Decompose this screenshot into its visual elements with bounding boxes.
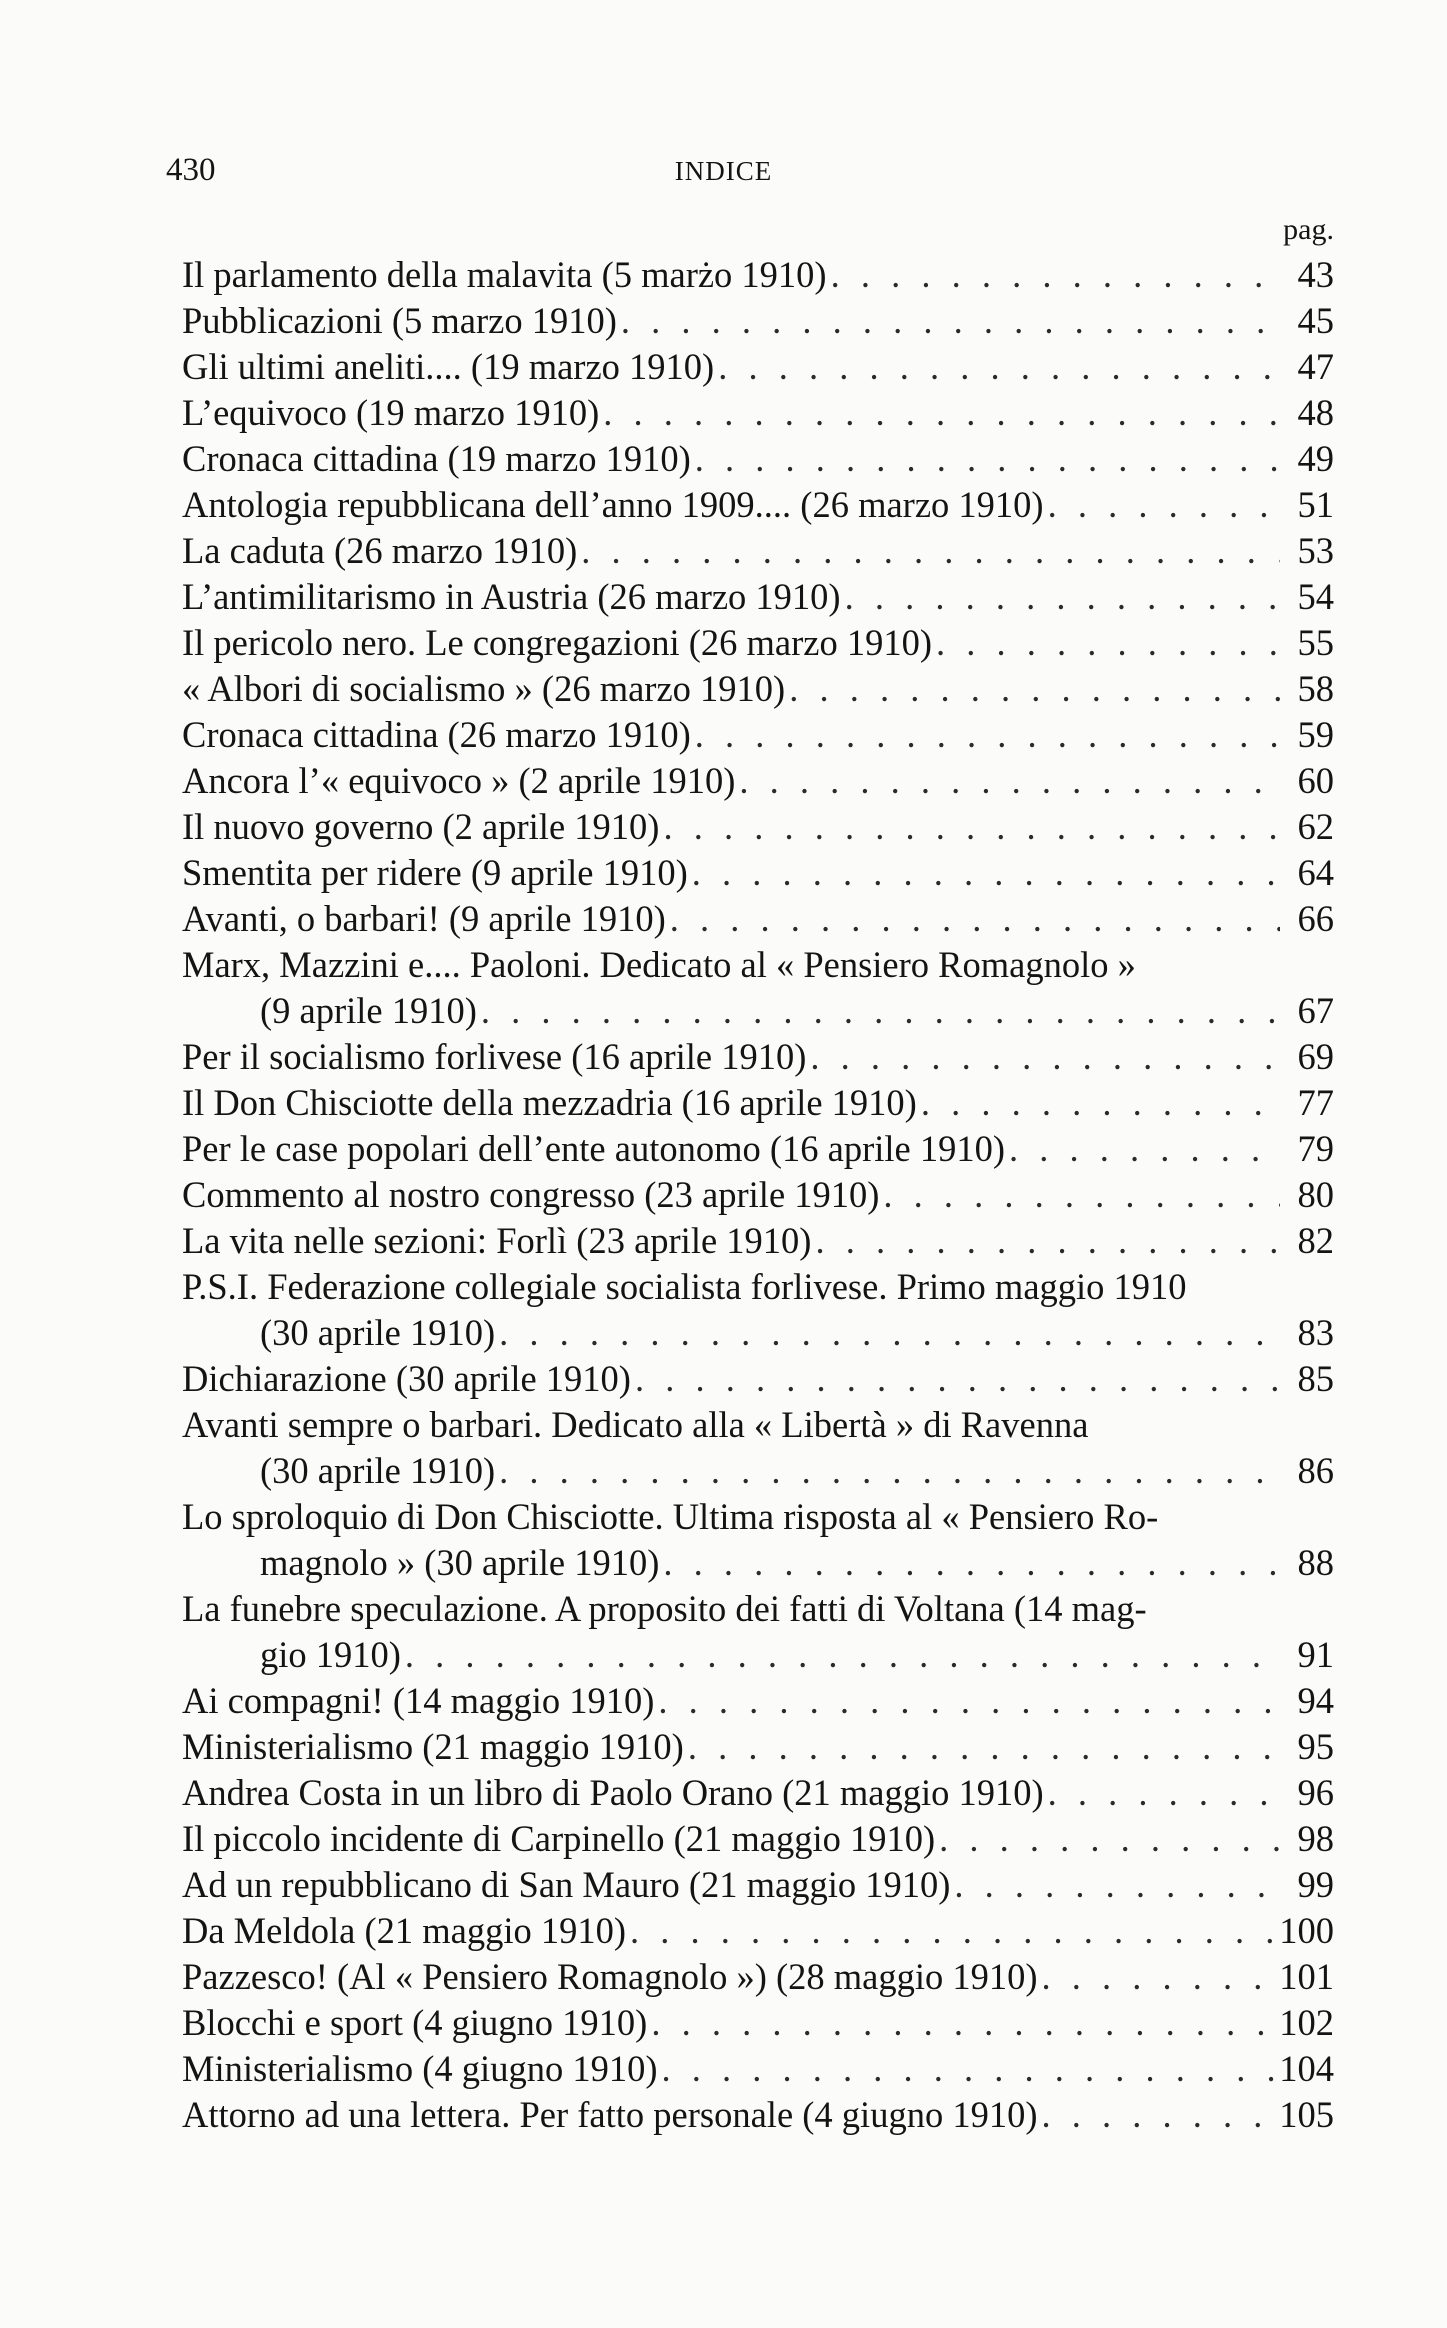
toc-entry-page: 66: [1297, 898, 1334, 939]
toc-entry-title-line: [182, 574, 1334, 620]
toc-entry-title: Avanti sempre o barbari. Dedicato alla « Libertà » di Ravenna: [182, 1404, 1089, 1445]
toc-entry: [182, 2046, 1334, 2092]
toc-entry-title: (30 aprile 1910): [260, 1450, 496, 1491]
toc-entry-page: 48: [1297, 392, 1334, 433]
toc-entry-title: Avanti, o barbari! (9 aprile 1910): [182, 898, 666, 939]
toc-entry: [182, 804, 1334, 850]
page-number: 430: [166, 152, 216, 188]
toc-entry: [182, 1356, 1334, 1402]
dot-leader: [789, 666, 1280, 712]
toc-entry-title-line: [182, 1908, 1334, 1954]
toc-entry-title-line: [182, 1264, 1334, 1310]
toc-entry: [182, 1402, 1334, 1494]
toc-entry-page: 53: [1297, 530, 1334, 571]
toc-entry-page: 62: [1297, 806, 1334, 847]
toc-entry-title: (9 aprile 1910): [260, 990, 477, 1031]
toc-entry: [182, 712, 1334, 758]
toc-entry-page: 69: [1297, 1036, 1334, 1077]
toc-entry-title-line: [182, 436, 1334, 482]
toc-entry: [182, 574, 1334, 620]
dot-leader: [883, 1172, 1280, 1218]
toc-entry-title-line: [182, 620, 1334, 666]
toc-entry-page: 104: [1279, 2048, 1334, 2089]
toc-entry: [182, 1172, 1334, 1218]
toc-entry-title-line: [182, 252, 1334, 298]
toc-entry-title: Il pericolo nero. Le congregazioni (26 marzo 1910): [182, 622, 932, 663]
toc-entry-title-line: [182, 1494, 1334, 1540]
toc-entry: [182, 850, 1334, 896]
toc-entry-title-line: [182, 482, 1334, 528]
dot-leader: [845, 574, 1280, 620]
toc-entry-title: Il piccolo incidente di Carpinello (21 maggio 1910): [182, 1818, 936, 1859]
toc-entry-title-line: [182, 1816, 1334, 1862]
toc-entry-title-line: [182, 666, 1334, 712]
toc-entry: [182, 1724, 1334, 1770]
toc-entry: [182, 942, 1334, 1034]
toc-entry-page: 85: [1297, 1358, 1334, 1399]
toc-entry: [182, 896, 1334, 942]
toc-entry-title: Il parlamento della malavita (5 marżo 1910): [182, 254, 827, 295]
dot-leader: [630, 1908, 1275, 1954]
toc-entry-page: 55: [1297, 622, 1334, 663]
dot-leader: [695, 712, 1280, 758]
toc-entry-title: La vita nelle sezioni: Forlì (23 aprile 1910): [182, 1220, 812, 1261]
dot-leader: [739, 758, 1280, 804]
toc-entry-continuation-line: [182, 1540, 1334, 1586]
toc-entry-continuation-line: [182, 1310, 1334, 1356]
toc-entry-title: L’antimilitarismo in Austria (26 marzo 1910): [182, 576, 841, 617]
toc-entry-page: 99: [1297, 1864, 1334, 1905]
toc-entry-title: Il Don Chisciotte della mezzadria (16 aprile 1910): [182, 1082, 917, 1123]
dot-leader: [603, 390, 1280, 436]
dot-leader: [831, 252, 1280, 298]
toc-entry: [182, 620, 1334, 666]
toc-entry-title: Per il socialismo forlivese (16 aprile 1910): [182, 1036, 807, 1077]
dot-leader: [936, 620, 1280, 666]
toc-entry-page: 98: [1297, 1818, 1334, 1859]
toc-entry-title-line: [182, 2092, 1334, 2138]
running-head: INDICE: [674, 156, 773, 186]
dot-leader: [663, 1540, 1280, 1586]
toc-entry-page: 88: [1297, 1542, 1334, 1583]
toc-entry-page: 67: [1297, 990, 1334, 1031]
toc-entry-title: P.S.I. Federazione collegiale socialista forlivese. Primo maggio 1910: [182, 1266, 1187, 1307]
toc-entry-title-line: [182, 1862, 1334, 1908]
toc-entry-page: 83: [1297, 1312, 1334, 1353]
toc-entry-title-line: [182, 712, 1334, 758]
toc-entry-title: Andrea Costa in un libro di Paolo Orano (21 maggio 1910): [182, 1772, 1044, 1813]
toc-entry: [182, 1678, 1334, 1724]
dot-leader: [688, 1724, 1280, 1770]
dot-leader: [1048, 482, 1280, 528]
toc-entry: [182, 344, 1334, 390]
dot-leader: [718, 344, 1280, 390]
toc-entry-title: Smentita per ridere (9 aprile 1910): [182, 852, 688, 893]
toc-entry-page: 59: [1297, 714, 1334, 755]
toc-entry: [182, 1586, 1334, 1678]
toc-entry-title-line: [182, 1126, 1334, 1172]
toc-entry-title-line: [182, 344, 1334, 390]
toc-entry: [182, 666, 1334, 712]
toc-entry: [182, 1126, 1334, 1172]
toc-entry-title: Ai compagni! (14 maggio 1910): [182, 1680, 655, 1721]
toc-entry-title: Da Meldola (21 maggio 1910): [182, 1910, 626, 1951]
toc-entry-title-line: [182, 298, 1334, 344]
toc-entry-page: 79: [1297, 1128, 1334, 1169]
toc-entry-title: Ministerialismo (21 maggio 1910): [182, 1726, 684, 1767]
toc-entry-title-line: [182, 942, 1334, 988]
toc-entry-title: Ancora l’« equivoco » (2 aprile 1910): [182, 760, 736, 801]
toc-entry-title-line: [182, 758, 1334, 804]
dot-leader: [499, 1448, 1280, 1494]
toc-entry-page: 82: [1297, 1220, 1334, 1261]
toc-entry-title: Per le case popolari dell’ente autonomo (16 aprile 1910): [182, 1128, 1005, 1169]
dot-leader: [954, 1862, 1280, 1908]
toc-entry: [182, 758, 1334, 804]
toc-entry: [182, 436, 1334, 482]
dot-leader: [670, 896, 1280, 942]
toc-entry-title: La caduta (26 marzo 1910): [182, 530, 578, 571]
toc-entry: [182, 1264, 1334, 1356]
toc-entry-continuation-line: [182, 1632, 1334, 1678]
toc-entry-title-line: [182, 1678, 1334, 1724]
toc-entry-page: 45: [1297, 300, 1334, 341]
toc-entry-page: 77: [1297, 1082, 1334, 1123]
toc-entry: [182, 482, 1334, 528]
toc-entry-title-line: [182, 1172, 1334, 1218]
toc-entry-page: 96: [1297, 1772, 1334, 1813]
toc-entry-page: 58: [1297, 668, 1334, 709]
dot-leader: [405, 1632, 1280, 1678]
toc-entry-title: L’equivoco (19 marzo 1910): [182, 392, 600, 433]
toc-entry-title: Pubblicazioni (5 marzo 1910): [182, 300, 617, 341]
toc-entry-title: Gli ultimi aneliti.... (19 marzo 1910): [182, 346, 715, 387]
dot-leader: [635, 1356, 1280, 1402]
toc-entry-page: 95: [1297, 1726, 1334, 1767]
dot-leader: [1009, 1126, 1280, 1172]
toc-entry-title: Commento al nostro congresso (23 aprile 1910): [182, 1174, 880, 1215]
toc-entry-title-line: [182, 1586, 1334, 1632]
dot-leader: [1042, 1954, 1276, 2000]
toc-entry: [182, 1080, 1334, 1126]
toc-entry-title-line: [182, 390, 1334, 436]
toc-entry-title-line: [182, 528, 1334, 574]
toc-entry: [182, 1770, 1334, 1816]
toc-entry: [182, 1816, 1334, 1862]
toc-entry-title-line: [182, 1356, 1334, 1402]
toc-entry-page: 94: [1297, 1680, 1334, 1721]
toc-entry-title: Antologia repubblicana dell’anno 1909.... (26 marzo 1910): [182, 484, 1044, 525]
toc-entry: [182, 1908, 1334, 1954]
toc-entry-title: Dichiarazione (30 aprile 1910): [182, 1358, 631, 1399]
toc-entry-title-line: [182, 1080, 1334, 1126]
toc-entry-title: gio 1910): [260, 1634, 401, 1675]
toc-entry-title-line: [182, 1034, 1334, 1080]
toc-entry-page: 43: [1297, 254, 1334, 295]
toc-entry-page: 91: [1297, 1634, 1334, 1675]
dot-leader: [815, 1218, 1280, 1264]
toc-entry-title: Pazzesco! (Al « Pensiero Romagnolo ») (28 maggio 1910): [182, 1956, 1038, 1997]
toc-entry-title: Il nuovo governo (2 aprile 1910): [182, 806, 660, 847]
toc-entry: [182, 2000, 1334, 2046]
toc-entry: [182, 1862, 1334, 1908]
dot-leader: [651, 2000, 1275, 2046]
toc-entry: [182, 252, 1334, 298]
toc-entry-title-line: [182, 1218, 1334, 1264]
page-column-label: pag.: [1283, 213, 1334, 246]
dot-leader: [663, 804, 1280, 850]
toc-entry: [182, 1034, 1334, 1080]
toc-entry-title: Cronaca cittadina (19 marzo 1910): [182, 438, 691, 479]
toc-entry-title-line: [182, 1724, 1334, 1770]
toc-entry-title-line: [182, 850, 1334, 896]
toc-entry-page: 102: [1279, 2002, 1334, 2043]
dot-leader: [621, 298, 1280, 344]
toc-entry: [182, 1954, 1334, 2000]
toc-entry-title-line: [182, 804, 1334, 850]
toc-entry-page: 49: [1297, 438, 1334, 479]
toc-entry: [182, 1218, 1334, 1264]
toc-entry-title: Lo sproloquio di Don Chisciotte. Ultima risposta al « Pensiero Ro-: [182, 1496, 1159, 1537]
toc-entry-page: 105: [1279, 2094, 1334, 2135]
dot-leader: [695, 436, 1280, 482]
dot-leader: [481, 988, 1280, 1034]
table-of-contents: [182, 252, 1334, 2138]
toc-entry-title: Marx, Mazzini e.... Paoloni. Dedicato al « Pensiero Romagnolo »: [182, 944, 1136, 985]
dot-leader: [810, 1034, 1280, 1080]
toc-entry-page: 64: [1297, 852, 1334, 893]
dot-leader: [581, 528, 1280, 574]
dot-leader: [692, 850, 1280, 896]
toc-entry: [182, 2092, 1334, 2138]
toc-entry-title-line: [182, 1402, 1334, 1448]
toc-entry-title-line: [182, 896, 1334, 942]
toc-entry-page: 80: [1297, 1174, 1334, 1215]
toc-entry-title: Ad un repubblicano di San Mauro (21 maggio 1910): [182, 1864, 951, 1905]
toc-entry: [182, 390, 1334, 436]
toc-entry-title: Attorno ad una lettera. Per fatto personale (4 giugno 1910): [182, 2094, 1038, 2135]
toc-entry-title: (30 aprile 1910): [260, 1312, 496, 1353]
dot-leader: [661, 2046, 1275, 2092]
dot-leader: [939, 1816, 1280, 1862]
toc-entry-page: 101: [1279, 1956, 1334, 1997]
toc-entry-title-line: [182, 1770, 1334, 1816]
toc-entry-title: La funebre speculazione. A proposito dei fatti di Voltana (14 mag-: [182, 1588, 1147, 1629]
dot-leader: [1048, 1770, 1280, 1816]
toc-entry-page: 86: [1297, 1450, 1334, 1491]
toc-entry-title-line: [182, 2046, 1334, 2092]
dot-leader: [658, 1678, 1280, 1724]
dot-leader: [921, 1080, 1280, 1126]
dot-leader: [499, 1310, 1280, 1356]
toc-entry-title-line: [182, 1954, 1334, 2000]
toc-entry-title: Cronaca cittadina (26 marzo 1910): [182, 714, 691, 755]
toc-entry-page: 60: [1297, 760, 1334, 801]
toc-entry-title: Blocchi e sport (4 giugno 1910): [182, 2002, 648, 2043]
toc-entry: [182, 528, 1334, 574]
toc-entry: [182, 298, 1334, 344]
toc-entry-title: Ministerialismo (4 giugno 1910): [182, 2048, 658, 2089]
toc-entry-page: 54: [1297, 576, 1334, 617]
toc-entry: [182, 1494, 1334, 1586]
toc-entry-continuation-line: [182, 1448, 1334, 1494]
toc-entry-page: 47: [1297, 346, 1334, 387]
toc-entry-title-line: [182, 2000, 1334, 2046]
toc-entry-continuation-line: [182, 988, 1334, 1034]
toc-entry-page: 100: [1279, 1910, 1334, 1951]
toc-entry-page: 51: [1297, 484, 1334, 525]
toc-entry-title: « Albori di socialismo » (26 marzo 1910): [182, 668, 786, 709]
dot-leader: [1041, 2092, 1275, 2138]
toc-entry-title: magnolo » (30 aprile 1910): [260, 1542, 660, 1583]
